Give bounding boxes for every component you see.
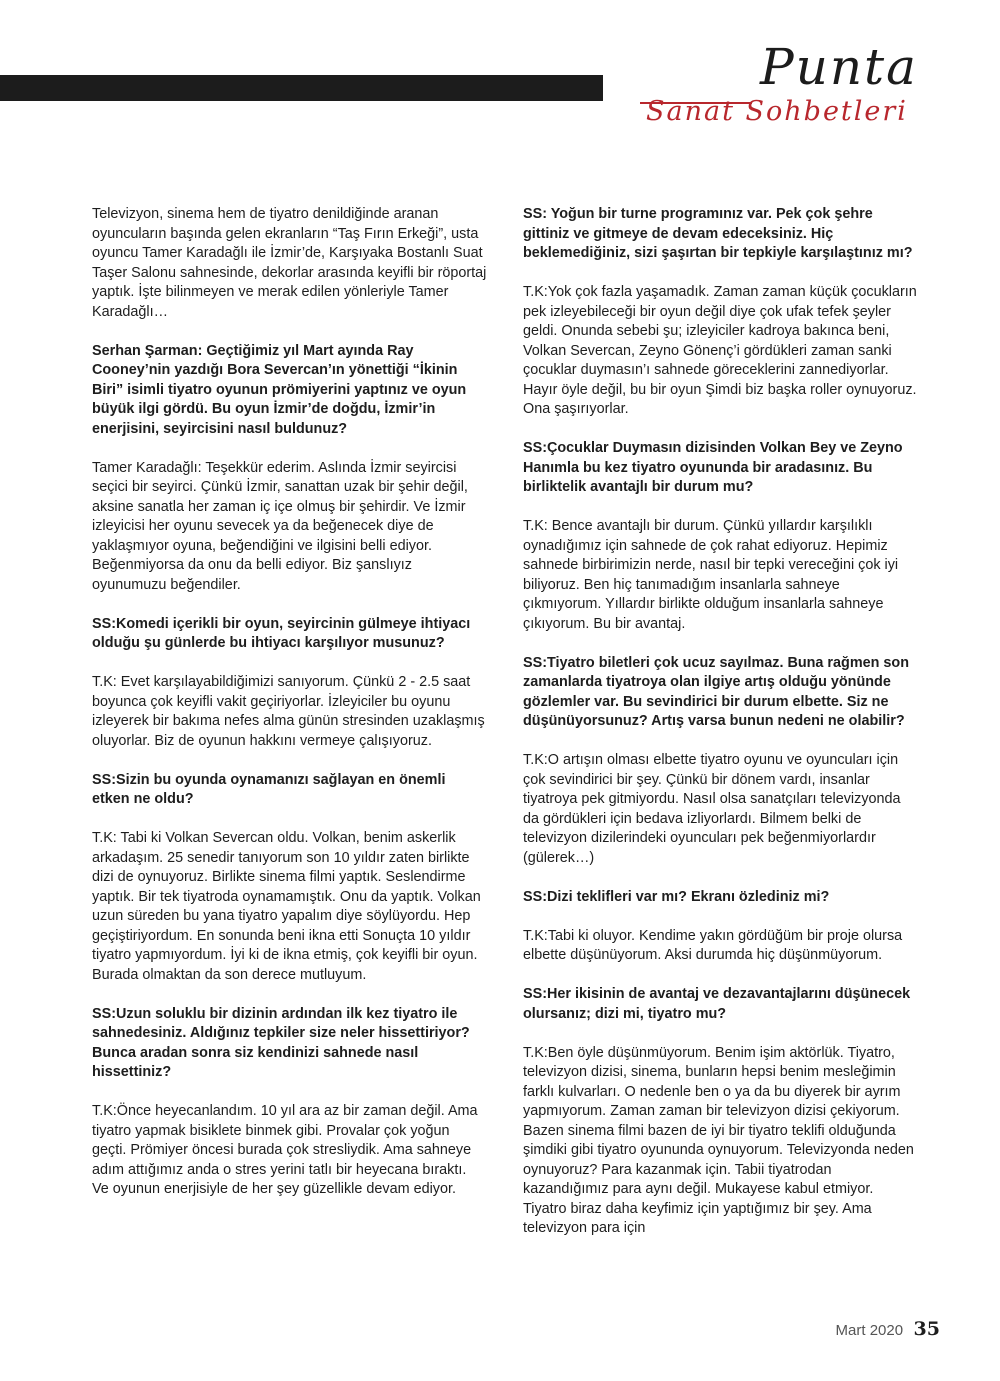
article-column-left [92, 205, 487, 1219]
interview-question: SS: Yoğun bir turne programınız var. Pek çok şehre gittiniz ve gitmeye de devam edeceksiniz. Hiç beklemediğiniz, sizi şaşırtan bir tepkiyle karşılaştınız mı? [523, 206, 913, 261]
interview-question: SS:Tiyatro biletleri çok ucuz sayılmaz. Buna rağmen son zamanlarda tiyatroya olan ilgiye artış olduğu yönünde gözlemler var. Bu sevindirici bir durum elbette. Siz ne düşünüyorsunuz? Artış varsa bunun nedeni ne olabilir? [523, 654, 909, 729]
interview-answer: T.K:Ben öyle düşünmüyorum. Benim işim aktörlük. Tiyatro, televizyon dizisi, sinema, bunların hepsi benim mesleğimin farklı kulvarları. O nedenle ben o ya da bu diyerek bir ayrım yapmıyorum. Zaman zaman bir televizyon dizisi çekiyorum. Bazen sinema filmi bazen de iyi bir tiyatro teklifi olduğunda şimdiki gibi tiyatro oyununda oynuyorum. Televizyonda neden oynuyoruz? Para kazanmak için. Tabii tiyatrodan kazandığımız para aynı değil. Mukayese kabul etmiyor. Tiyatro biraz daha keyfimiz için yaptığımız bir şey. Ama televizyon para için [523, 1044, 914, 1236]
issue-date: Mart 2020 [835, 1322, 904, 1339]
interview-question: SS:Dizi teklifleri var mı? Ekranı özlediniz mi? [523, 888, 830, 905]
interview-answer: T.K:Yok çok fazla yaşamadık. Zaman zaman küçük çocukların pek izleyebileceği bir oyun değil diye çok ufak tefek şeyler geldi. Onunda sebebi şu; izleyiciler kadroya bakınca beni, Volkan Severcan, Zeyno Gönenç’i gördükleri zaman sanki çocuklar duymasın’ı sahnede göreceklerini zannediyorlar. Hayır öyle değil, bu bir oyun Şimdi biz başka roller oynuyoruz. Ona şaşırıyorlar. [523, 284, 917, 417]
interview-answer: T.K: Bence avantajlı bir durum. Çünkü yıllardır karşılıklı oynadığımız için sahnede de çok rahat ediyoruz. Hepimiz sahnede birbirimizin nerde, nasıl bir tepki vereceğini çok iyi biliyoruz. Ben hiç tanımadığım insanlarla sahneye çıkmıyorum. Yıllardır birlikte olduğum insanlarla sahneye çıkıyorum. Bu bir avantaj. [523, 518, 899, 632]
brand-title: Punta [760, 38, 918, 96]
interview-answer: T.K:Tabi ki oluyor. Kendime yakın gördüğüm bir proje olursa elbette düşünüyorum. Aksi durumda hiç düşünmüyorum. [523, 927, 903, 963]
interview-question: Serhan Şarman: Geçtiğimiz yıl Mart ayında Ray Cooney’nin yazdığı Bora Severcan’ın yönettiği “İkinin Biri” isimli tiyatro oyunun prömiyerini yaptınız ve oyun büyük ilgi gördü. Bu oyun İzmir’de doğdu, İzmir’in enerjisini, seyircisini nasıl buldunuz? [92, 342, 467, 437]
interview-answer: T.K:Önce heyecanlandım. 10 yıl ara az bir zaman değil. Ama tiyatro yapmak bisiklete binmek gibi. Provalar çok yoğun geçti. Prömiyer öncesi burada çok stresliydik. Ama sahneye adım attığımız anda o stres yerini tatlı bir heyecana bıraktı. Ve oyunun enerjisiyle de her şey güzellikle devam ediyor. [92, 1103, 478, 1197]
brand-subtitle: Sanat Sohbetleri [646, 96, 908, 127]
interview-answer: T.K:O artışın olması elbette tiyatro oyunu ve oyuncuları için çok sevindirici bir şey. Çünkü bir dönem vardı, insanlar tiyatroya pek gitmiyordu. Nasıl olsa sanatçıları televizyonda da gördükleri için bedava izliyorlardı. Bilmem belki de televizyon dizilerindeki oyuncuları pek beğenmiyorlardır (gülerek…) [523, 752, 901, 866]
interview-question: SS:Çocuklar Duymasın dizisinden Volkan Bey ve Zeyno Hanımla bu kez tiyatro oyununda bir aradasınız. Bu birliktelik avantajlı bir durum mu? [523, 440, 903, 495]
article-intro: Televizyon, sinema hem de tiyatro denildiğinde aranan oyuncuların başında gelen ekranların “Taş Fırın Erkeği”, usta oyuncu Tamer Karadağlı ile İzmir’de, Karşıyaka Bostanlı Suat Taşer Salonu sahnesinde, dekorlar arasında keyifli bir röportaj yaptık. İşte bilinmeyen ve merak edilen yönleriyle Tamer Karadağlı… [92, 206, 487, 320]
interview-answer: T.K: Tabi ki Volkan Severcan oldu. Volkan, benim askerlik arkadaşım. 25 senedir tanıyorum son 10 yıldır zaten birlikte dizi de oynuyoruz. Birlikte sinema filmi yaptık. Seslendirme yaptık. Bir tek tiyatroda oynamamıştık. Onu da yaptık. Volkan uzun süreden bu yana tiyatro yapalım diye söylüyordu. Hep geçiştiriyordum. En sonunda beni ikna etti Sonuçta 10 yıldır tiyatro yapmıyordum. İyi ki de ikna etmiş, çok keyifli bir oyun. Burada olmaktan da son derece mutluyum. [92, 830, 481, 983]
article-column-right [523, 205, 918, 1258]
interview-question: SS:Komedi içerikli bir oyun, seyircinin gülmeye ihtiyacı olduğu şu günlerde bu ihtiyacı karşılıyor musunuz? [92, 615, 471, 651]
interview-answer: T.K: Evet karşılayabildiğimizi sanıyorum. Çünkü 2 - 2.5 saat boyunca çok keyifli vakit geçiriyorlar. İzleyiciler bu oyunu izleyerek bir bakıma nefes alma günün stresinden uzaklaşmış oluyorlar. Biz de oyunun hakkını vermeye çalışıyoruz. [92, 674, 485, 749]
page-number: 35 [913, 1318, 940, 1340]
header-bar [0, 75, 603, 101]
page-footer [836, 1318, 940, 1340]
interview-question: SS:Her ikisinin de avantaj ve dezavantajlarını düşünecek olursanız; dizi mi, tiyatro mu? [523, 986, 911, 1022]
brand-logo [640, 38, 940, 138]
interview-question: SS:Sizin bu oyunda oynamanızı sağlayan en önemli etken ne oldu? [92, 771, 446, 807]
interview-answer: Tamer Karadağlı: Teşekkür ederim. Aslında İzmir seyircisi seçici bir seyirci. Çünkü İzmir, sanattan uzak bir şehir değil, aksine sanatla her zaman iç içe olmuş bir şehirdir. Ve İzmir izleyicisi her oyunu sevecek ya da beğenecek diye de yaklaşmıyor oyuna, beğendiğini ve ilgisini belli ediyor. Beğenmiyorsa da onu da belli ediyor. Biz şanslıyız oyunumuzu beğendiler. [92, 459, 468, 593]
interview-question: SS:Uzun soluklu bir dizinin ardından ilk kez tiyatro ile sahnedesiniz. Aldığınız tepkiler size neler hissettiriyor? Bunca aradan sonra siz kendinizi sahnede nasıl hissettiniz? [92, 1005, 470, 1080]
